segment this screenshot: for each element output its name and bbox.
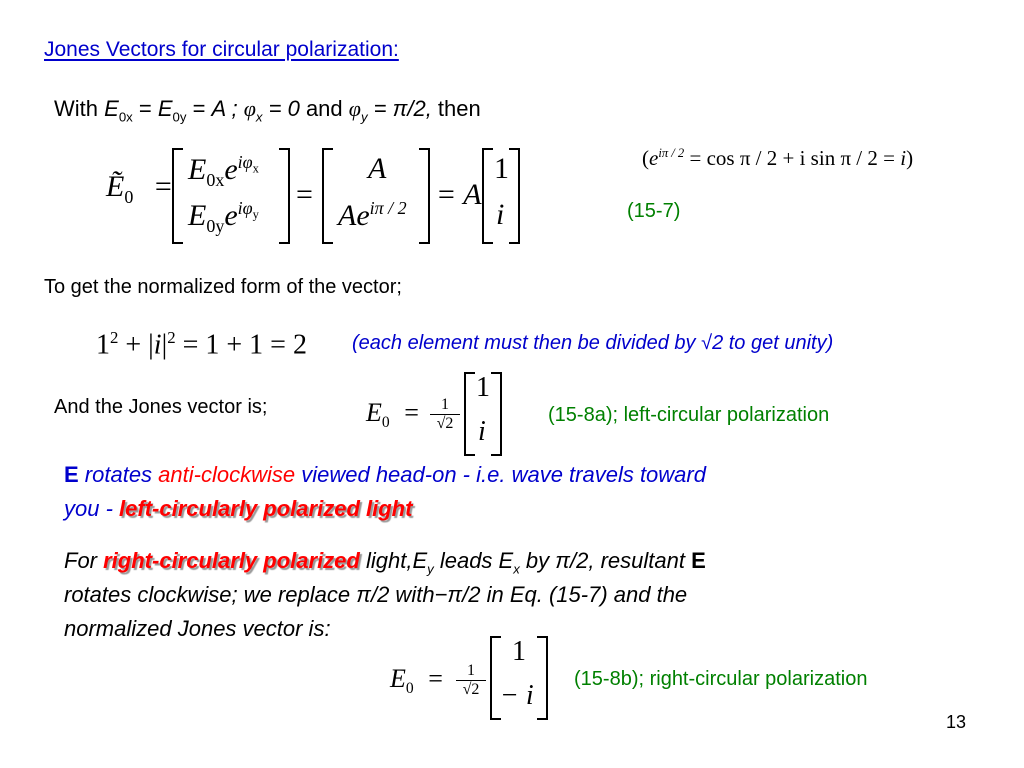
eq-a-den: √2 [436,415,454,432]
intro-eq3: = 0 [262,96,300,121]
m1-bot-sub: 0y [206,216,225,236]
eq-b-bot: − i [500,680,534,711]
eq1-equals-a [436,178,482,212]
m1-bot-exp-sub: y [252,207,259,222]
eq-a-e: E [366,398,382,427]
page-number: 13 [945,712,966,732]
eq-b-den: √2 [462,681,480,698]
norm-sq: 2 [110,328,119,347]
eq1-equals: = [154,170,172,203]
jones-text: And the Jones vector is; [54,396,268,418]
bracket-left [482,148,493,244]
intro-e0y-sub: 0y [172,109,187,125]
intro-eq4: = π/2, [367,96,432,121]
eq-label-15-7: (15-7) [627,200,681,222]
intro-phi-x-sub: x [255,109,263,125]
intro-then: then [431,96,481,121]
para2-leads: leads E [433,548,514,573]
euler-exp: iπ / 2 [658,146,685,160]
eq-a-num: 1 [430,396,460,415]
para2-by: by π/2, resultant [519,548,692,573]
intro-e0y: E [157,96,173,121]
intro-eq2: = [186,96,212,121]
eq1-m2-top [368,152,386,186]
m1-bot-e: E [188,199,207,232]
m1-bot-exp-e: e [224,199,238,232]
eq-a-equals: = [404,398,419,427]
intro-phi-x: φ [243,96,256,121]
m1-top-exp: iφ [237,152,253,172]
para1-rotates: rotates [78,462,159,487]
bracket-left [464,372,475,456]
eq1-equals-2: = [296,178,313,211]
eq-b-matrix [490,636,548,720]
eq1-m2-bot [338,198,407,233]
bracket-right [491,372,502,456]
m1-top-exp-e: e [224,153,238,186]
para2-line1 [64,548,706,576]
eq-b-frac [456,662,486,699]
euler-open: ( [642,146,649,170]
eq1-m3-top: 1 [494,152,509,185]
eq1-lhs-sub: 0 [124,187,134,207]
para1-e: E [64,462,79,487]
intro-and: and [299,96,349,121]
euler-close: ) [906,146,914,170]
bracket-right [279,148,290,244]
intro-phi-y: φ [348,96,361,121]
para1-line2 [64,496,412,522]
eq-a-lhs [366,398,419,432]
bracket-left [172,148,183,244]
eq-b-equals: = [428,664,443,693]
para1-anti: anti-clockwise [158,462,296,487]
para2-light: light,E [359,548,428,573]
eq-label-15-8b: (15-8b); right-circular polarization [574,668,868,690]
para2-x-sub: x [513,561,520,577]
eq1-matrix-1 [172,148,290,244]
intro-a: A ; [211,96,238,121]
intro-phi-y-sub: y [360,109,368,125]
page-title: Jones Vectors for circular polarization: [44,38,399,61]
eq1-matrix-3 [482,148,520,244]
m1-top-sub: 0x [206,170,225,190]
m2-top-a: A [368,152,387,185]
para1-you: you - [64,496,120,521]
m1-top-exp-sub: x [252,161,259,176]
para2-e: E [691,548,706,573]
eq-a-frac [430,396,460,433]
norm-rest: = 1 + 1 = 2 [175,329,307,361]
euler-note [642,146,913,171]
intro-e0x-sub: 0x [118,109,133,125]
euler-rest: = cos π / 2 + i sin π / 2 = [684,146,901,170]
norm-bar: | [161,329,168,361]
para1-lcp: left-circularly polarized light [119,496,413,521]
norm-i: i [153,329,162,361]
eq-b-e: E [390,664,406,693]
bracket-right [509,148,520,244]
eq-a-matrix [464,372,502,456]
para2-line3: normalized Jones vector is: [64,616,331,641]
eq-b-lhs [390,664,443,698]
euler-i: i [900,146,907,170]
norm-one: 1 [96,329,110,361]
normalize-text: To get the normalized form of the vector; [44,276,402,298]
eq1-m1-top [188,152,259,191]
para1-viewed: viewed head-on - i.e. wave travels toward [295,462,706,487]
intro-line [54,96,481,124]
norm-equation [96,328,307,361]
eq-a-sub: 0 [381,414,390,432]
eq1-matrix-2 [322,148,430,244]
para2-for: For [64,548,104,573]
para2-rcp: right-circularly polarized [103,548,360,573]
m1-top-e: E [188,153,207,186]
eq-label-15-8a: (15-8a); left-circular polarization [548,404,830,426]
norm-note: (each element must then be divided by √2 to get unity) [352,332,834,354]
intro-eq1: = [132,96,158,121]
para2-y-sub: y [427,561,434,577]
bracket-right [419,148,430,244]
m2-bot-ae: Ae [338,199,370,232]
eq-a-top: 1 [476,372,490,403]
eq1-lhs [106,170,172,208]
eq-b-sub: 0 [405,680,414,698]
para2-line2: rotates clockwise; we replace π/2 with−π/2 in Eq. (15-7) and the [64,582,688,607]
norm-plus: + | [118,329,154,361]
bracket-left [322,148,333,244]
eq-a-bot: i [478,416,486,447]
eq1-m3-bot: i [496,198,505,231]
m2-bot-exp: iπ / 2 [369,198,407,218]
intro-with: With [54,96,98,121]
intro-e0x: E [104,96,119,121]
euler-e: e [649,146,659,170]
bracket-right [537,636,548,720]
eq1-lhs-e: Ẽ [106,170,125,203]
m1-bot-exp: iφ [237,198,253,218]
eq-b-top: 1 [512,636,526,667]
norm-sq2: 2 [167,328,176,347]
eq1-m1-bot [188,198,259,237]
eq1-equals-a-text: = A [436,178,482,211]
eq-b-num: 1 [456,662,486,681]
para1-line1 [64,462,706,488]
